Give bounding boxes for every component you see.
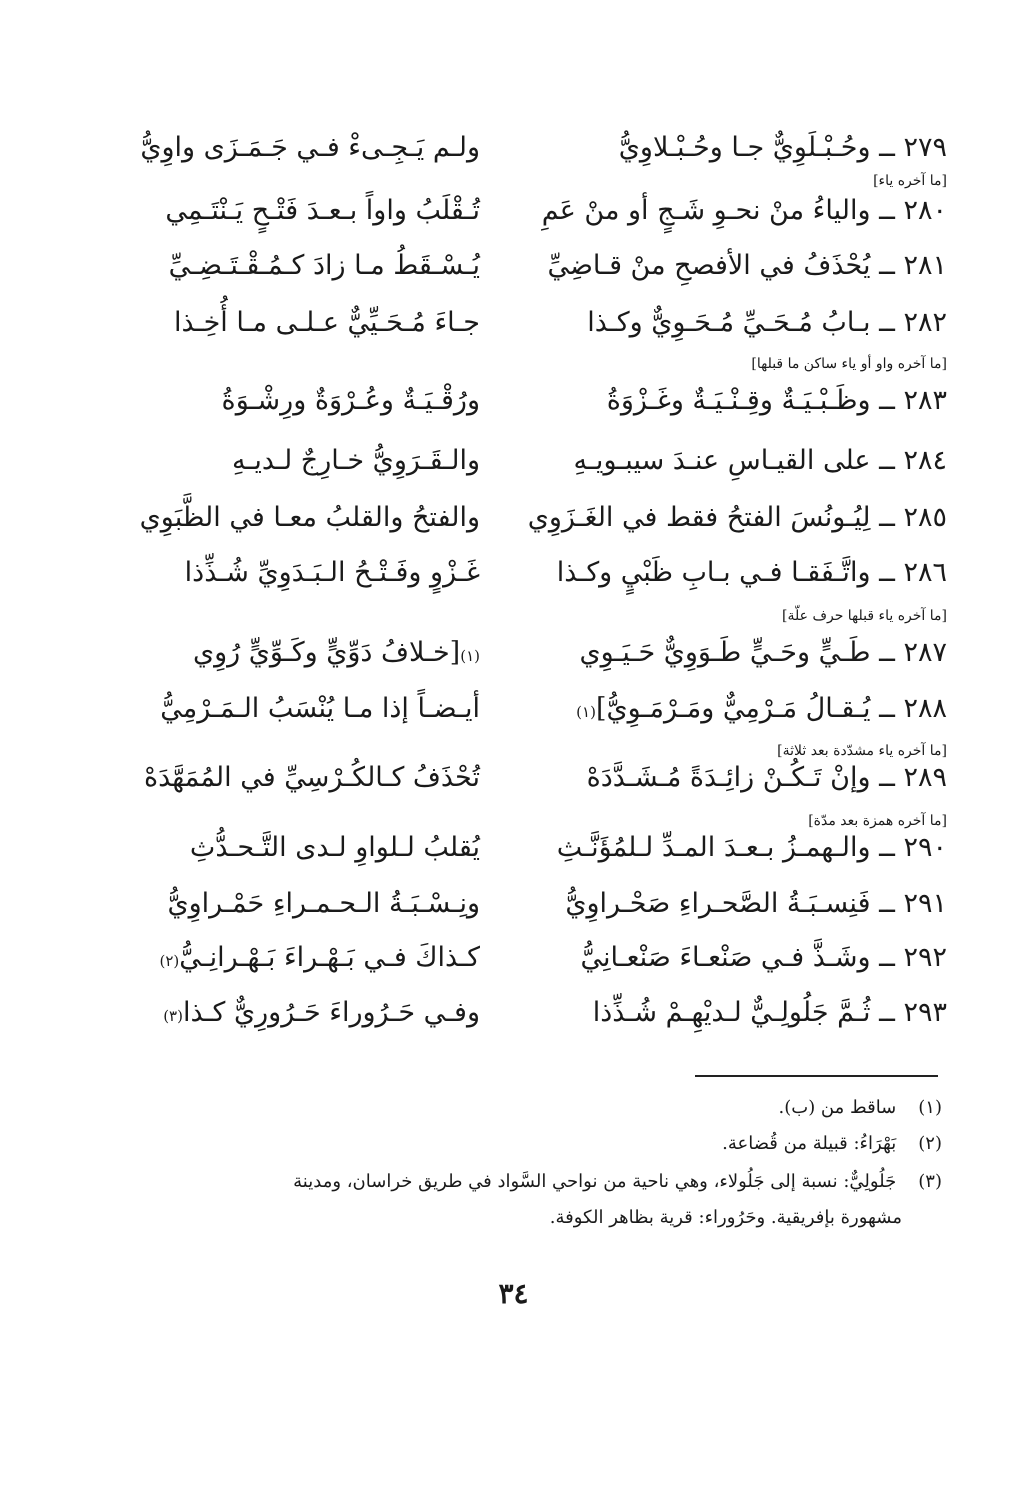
verse-286-first-hemistich: ٢٨٦ ــ واتَّـفَقـا فـي بـابِ ظَبْيٍ وكـذا (556, 557, 947, 588)
footnote-marker: (٣) (163, 1007, 183, 1025)
verse-293-second-hemistich: وفـي حَـرُوراءَ حَـرُورِيٌّ كـذا(٣) (163, 997, 480, 1028)
verse-292-second-hemistich: كـذاكَ فـي بَـهْـراءَ بَـهْـرانِـيُّ(٢) (159, 942, 480, 973)
verse-291-first-hemistich: ٢٩١ ــ فَنِسـبَـةُ الصَّحـراءِ صَحْـراوِيُّ (565, 888, 947, 919)
section-heading: [ما آخره ياء] (873, 173, 947, 189)
verse-282-second-hemistich: جـاءَ مُـحَـيِّيٌّ عـلـى مـا أُخِـذا (174, 307, 480, 338)
footnote-text: ساقط من (ب). (778, 1097, 897, 1118)
footnote-number: (١) (918, 1097, 942, 1118)
section-heading: [ما آخره ياء قبلها حرف علّة] (782, 608, 947, 624)
footnote-2 (142, 1130, 942, 1158)
footnote-1 (142, 1094, 942, 1122)
footnote-3 (142, 1168, 942, 1196)
verse-287-second-hemistich: (١)[خـلافُ دَوِّيٍّ وكَـوِّيٍّ رُوِي (192, 637, 480, 668)
verse-283-second-hemistich: ورُقْـيَـةٌ وعُـرْوَةٌ ورِشْـوَةُ (221, 385, 480, 416)
footnote-marker: (١) (576, 703, 596, 721)
footnote-marker: (٢) (159, 952, 180, 970)
verse-279-first-hemistich: ٢٧٩ ــ وحُـبْـلَوِيٌّ جـا وحُـبْـلاوِيُّ (618, 132, 947, 163)
section-heading: [ما آخره همزة بعد مدّة] (808, 813, 947, 829)
verse-289-second-hemistich: تُحْذَفُ كـالكُـرْسِيِّ في المُمَهَّدَهْ (143, 762, 480, 793)
verse-291-second-hemistich: ونِـسْـبَـةُ الـحـمـراءِ حَمْـراوِيُّ (167, 888, 480, 919)
verse-292-first-hemistich: ٢٩٢ ــ وشَـذَّ فـي صَنْعـاءَ صَنْعـانِيُّ (580, 942, 947, 973)
verse-290-second-hemistich: يُقلبُ لـلواوِ لـدى التَّـحـدُّثِ (189, 832, 480, 863)
verse-285-first-hemistich: ٢٨٥ ــ لِيُـونُسَ الفتحُ فقط في الغَـزَوِي (527, 502, 947, 533)
verse-288-first-hemistich: ٢٨٨ ــ يُـقـالُ مَـرْمِيٌّ ومَـرْمَـوِيُّ](١) (576, 693, 947, 724)
footnote-text: جَلُولِيٌّ: نسبة إلى جَلُولاء، وهي ناحية من نواحي السَّواد في طريق خراسان، ومدينة (293, 1171, 897, 1192)
verse-282-first-hemistich: ٢٨٢ ــ بـابُ مُـحَـيِّ مُـحَـوِيٌّ وكـذا (587, 307, 947, 338)
footnote-number: (٣) (918, 1171, 942, 1192)
verse-281-second-hemistich: يُـسْـقَطُ مـا زادَ كـمُـقْـتَـضِـيِّ (168, 250, 480, 281)
footnote-number: (٢) (918, 1133, 942, 1154)
footnote-text: بَهْرَاءُ: قبيلة من قُضاعة. (722, 1133, 897, 1154)
verse-283-first-hemistich: ٢٨٣ ــ وظَـبْـيَـةٌ وقِـنْـيَـةٌ وغَـزْوَةُ (606, 385, 947, 416)
verse-285-second-hemistich: والفتحُ والقلبُ معـا في الظَّبَوِي (139, 502, 480, 533)
footnote-marker: (١) (460, 647, 480, 665)
verse-293-first-hemistich: ٢٩٣ ــ ثُـمَّ جَلُولِـيٌّ لـديْهِـمْ شُـذِّذا (592, 997, 947, 1028)
verse-289-first-hemistich: ٢٨٩ ــ وإنْ تَـكُـنْ زائِـدَةً مُـشَـدَّدَهْ (586, 762, 947, 793)
footnote-3-continuation: مشهورة بإفريقية. وحَرُوراء: قرية بظاهر الكوفة. (549, 1207, 902, 1228)
verse-280-second-hemistich: تُـقْلَبُ واواً بـعـدَ فَتْـحٍ يَـنْتَـمِي (165, 195, 480, 226)
verse-281-first-hemistich: ٢٨١ ــ يُحْذَفُ في الأفصحِ منْ قـاضِيِّ (547, 250, 947, 281)
verse-288-second-hemistich: أيـضـاً إذا مـا يُنْسَبُ الـمَـرْمِيُّ (160, 693, 480, 724)
verse-279-second-hemistich: ولـم يَـجِـىءْ فـي جَـمَـزَى واوِيُّ (140, 132, 480, 163)
verse-284-second-hemistich: والـقَـرَوِيُّ خـارِجٌ لـديـهِ (232, 445, 480, 476)
section-heading: [ما آخره ياء مشدّدة بعد ثلاثة] (777, 743, 947, 759)
verse-290-first-hemistich: ٢٩٠ ــ والـهمـزُ بـعـدَ المـدِّ لـلمُؤَنَّـثِ (556, 832, 947, 863)
verse-280-first-hemistich: ٢٨٠ ــ والياءُ منْ نحـوِ شَـجٍ أو منْ عَمِ (541, 195, 947, 226)
footnote-separator (695, 1075, 938, 1077)
verse-284-first-hemistich: ٢٨٤ ــ على القيـاسِ عنـدَ سيبـويـهِ (573, 445, 947, 476)
verse-287-first-hemistich: ٢٨٧ ــ طَـيٍّ وحَـيٍّ طَـوَوِيٌّ حَـيَـوِي (579, 637, 947, 668)
page-number: ٣٤ (498, 1277, 529, 1310)
section-heading: [ما آخره واو أو ياء ساكن ما قبلها] (751, 356, 947, 372)
verse-286-second-hemistich: غَـزْوٍ وفَـتْـحُ الـبَـدَوِيِّ شُـذِّذا (184, 557, 480, 588)
